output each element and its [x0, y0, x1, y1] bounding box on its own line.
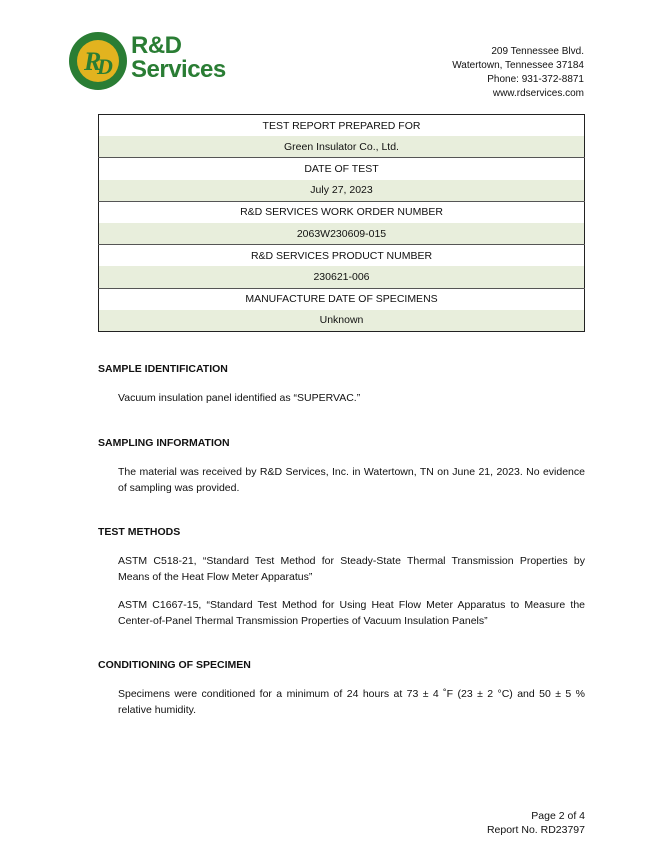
- section-sampling-information: [98, 437, 585, 496]
- section-body: Vacuum insulation panel identified as “SUPERVAC.”: [118, 392, 361, 404]
- info-value: Green Insulator Co., Ltd.: [99, 136, 585, 158]
- section-heading: SAMPLING INFORMATION: [98, 437, 230, 449]
- rd-monogram-icon: [67, 30, 129, 92]
- section-body: ASTM C1667-15, “Standard Test Method for Using Heat Flow Meter Apparatus to Measure the Center-of-Panel Thermal Transmission Properties of Vacuum Insulation Panels”: [118, 599, 585, 627]
- report-info-table: [98, 114, 585, 332]
- svg-text:R: R: [84, 47, 102, 76]
- section-test-methods: [98, 526, 585, 629]
- page-footer: [487, 809, 585, 837]
- info-value: 230621-006: [99, 266, 585, 288]
- section-heading: CONDITIONING OF SPECIMEN: [98, 659, 251, 671]
- company-address: [452, 45, 584, 101]
- info-value: July 27, 2023: [99, 180, 585, 202]
- info-label: R&D SERVICES WORK ORDER NUMBER: [99, 201, 585, 223]
- logo-line2: Services: [131, 56, 226, 83]
- section-heading: SAMPLE IDENTIFICATION: [98, 363, 228, 375]
- report-number: Report No. RD23797: [486, 824, 585, 836]
- address-phone: Phone: 931-372-8871: [487, 74, 584, 85]
- info-value: 2063W230609-015: [99, 223, 585, 245]
- address-city: Watertown, Tennessee 37184: [452, 60, 584, 71]
- section-body: The material was received by R&D Services, Inc. in Watertown, TN on June 21, 2023. No evidence of sampling was provided.: [118, 466, 585, 494]
- svg-text:D: D: [97, 54, 113, 79]
- section-conditioning: [98, 659, 585, 718]
- info-label: R&D SERVICES PRODUCT NUMBER: [99, 245, 585, 267]
- info-label: TEST REPORT PREPARED FOR: [99, 115, 585, 137]
- logo-line1: R&D: [131, 32, 182, 59]
- info-label: DATE OF TEST: [99, 158, 585, 180]
- section-body: Specimens were conditioned for a minimum of 24 hours at 73 ± 4 ˚F (23 ± 2 °C) and 50 ± 5 % relative humidity.: [118, 688, 585, 716]
- section-sample-identification: [98, 363, 585, 406]
- company-logo: [67, 30, 247, 92]
- address-street: 209 Tennessee Blvd.: [491, 46, 584, 57]
- logo-wordmark: [131, 34, 226, 82]
- info-label: MANUFACTURE DATE OF SPECIMENS: [99, 288, 585, 310]
- page-number: Page 2 of 4: [531, 810, 585, 822]
- info-value: Unknown: [99, 310, 585, 332]
- section-body: ASTM C518-21, “Standard Test Method for Steady-State Thermal Transmission Properties by Means of the Heat Flow Meter Apparatus”: [118, 555, 585, 583]
- address-web: www.rdservices.com: [492, 88, 584, 99]
- section-heading: TEST METHODS: [98, 526, 181, 538]
